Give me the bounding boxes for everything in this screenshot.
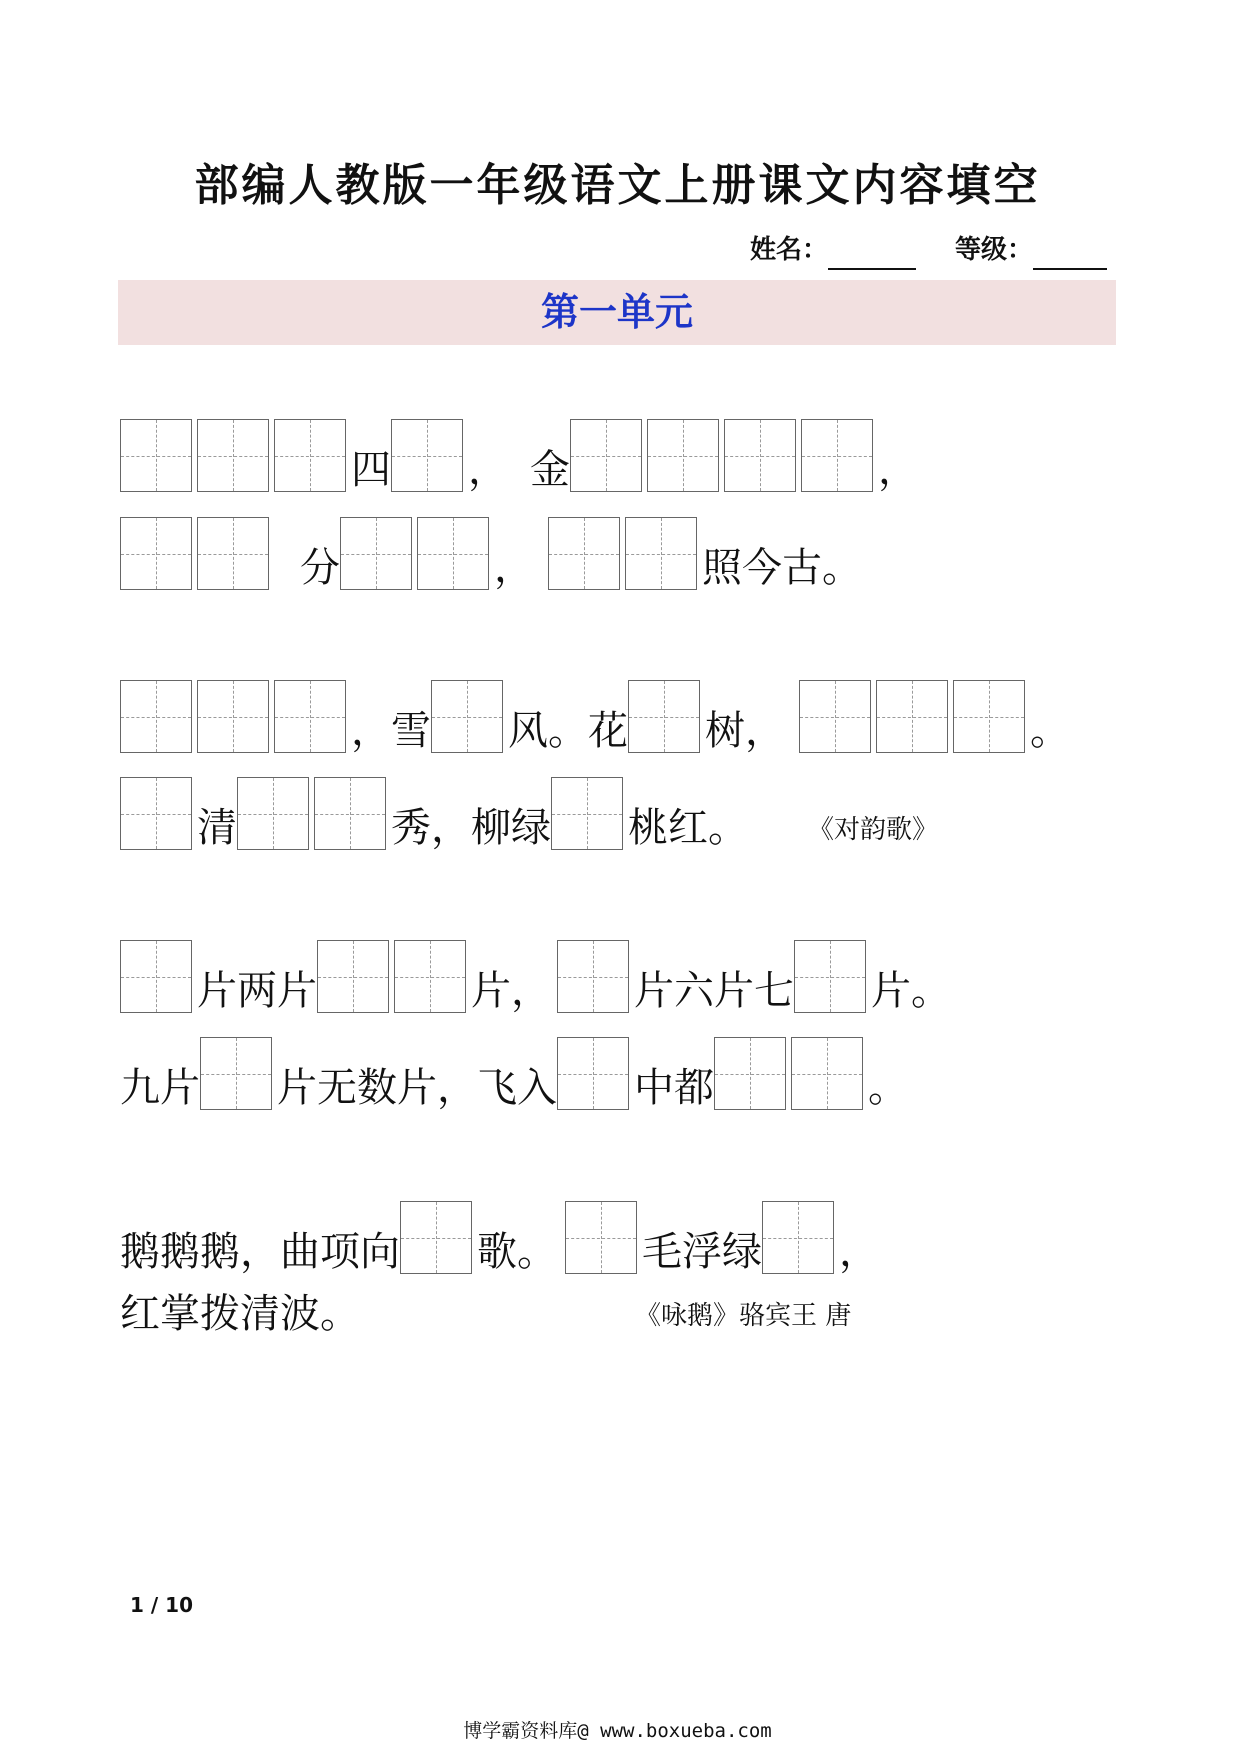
footer-watermark: 博学霸资料库@ www.boxueba.com [463, 1720, 772, 1742]
writing-box[interactable] [417, 517, 489, 590]
writing-box[interactable] [876, 680, 948, 753]
writing-box[interactable] [431, 680, 503, 753]
text: 。 [868, 1065, 908, 1111]
grade-field [955, 230, 1107, 270]
poem-source: 《咏鹅》骆宾王 唐 [635, 1301, 852, 1331]
writing-box[interactable] [274, 680, 346, 753]
writing-box[interactable] [120, 940, 192, 1013]
text: 。 [1030, 708, 1070, 754]
text: 四 [351, 447, 391, 493]
text: 毛浮绿 [642, 1229, 762, 1275]
text: ， [468, 447, 508, 493]
writing-box[interactable] [274, 419, 346, 492]
text: 树， [705, 708, 785, 754]
text: 片。 [871, 968, 951, 1014]
text: 鹅鹅鹅，曲项向 [120, 1229, 400, 1275]
writing-box[interactable] [314, 777, 386, 850]
text: 桃红。 [628, 805, 748, 851]
text: 风。花 [508, 708, 628, 754]
writing-box[interactable] [317, 940, 389, 1013]
writing-box[interactable] [714, 1037, 786, 1110]
text: 片， [471, 968, 551, 1014]
writing-box[interactable] [625, 517, 697, 590]
writing-box[interactable] [647, 419, 719, 492]
writing-box[interactable] [570, 419, 642, 492]
writing-box[interactable] [391, 419, 463, 492]
poem3-line2 [120, 1030, 908, 1110]
text: 金 [530, 447, 570, 493]
text: ，雪 [351, 708, 431, 754]
writing-box[interactable] [237, 777, 309, 850]
writing-box[interactable] [548, 517, 620, 590]
name-label: 姓名： [750, 235, 829, 265]
writing-box[interactable] [197, 517, 269, 590]
text: 九片 [120, 1065, 200, 1111]
writing-box[interactable] [120, 419, 192, 492]
writing-box[interactable] [551, 777, 623, 850]
writing-box[interactable] [120, 680, 192, 753]
writing-box[interactable] [724, 419, 796, 492]
writing-box[interactable] [794, 940, 866, 1013]
writing-box[interactable] [801, 419, 873, 492]
text: 片六片七 [634, 968, 794, 1014]
writing-box[interactable] [394, 940, 466, 1013]
text: ， [878, 447, 918, 493]
poem2-line1 [120, 673, 1070, 753]
text: 照今古。 [702, 545, 862, 591]
page-number: 1 / 10 [130, 1593, 193, 1617]
writing-box[interactable] [120, 777, 192, 850]
text: 歌。 [477, 1229, 557, 1275]
poem4-line2 [120, 1256, 851, 1336]
text: 分 [300, 545, 340, 591]
writing-box[interactable] [557, 940, 629, 1013]
page-title: 部编人教版一年级语文上册课文内容填空 [194, 160, 1041, 211]
writing-box[interactable] [953, 680, 1025, 753]
writing-box[interactable] [799, 680, 871, 753]
poem-source: 《对韵歌》 [808, 815, 939, 845]
poem2-line2 [120, 770, 938, 850]
writing-box[interactable] [120, 517, 192, 590]
name-field [750, 230, 916, 270]
text: 清 [197, 805, 237, 851]
poem1-line1 [120, 412, 918, 492]
writing-box[interactable] [197, 680, 269, 753]
writing-box[interactable] [791, 1037, 863, 1110]
poem3-line1 [120, 933, 951, 1013]
grade-label: 等级： [955, 235, 1034, 265]
name-blank[interactable] [828, 238, 916, 270]
text: 秀，柳绿 [391, 805, 551, 851]
writing-box[interactable] [340, 517, 412, 590]
writing-box[interactable] [197, 419, 269, 492]
unit-heading: 第一单元 [118, 280, 1116, 345]
writing-box[interactable] [557, 1037, 629, 1110]
text: 片无数片，飞入 [277, 1065, 557, 1111]
poem1-line2 [120, 510, 862, 590]
writing-box[interactable] [200, 1037, 272, 1110]
text: 片两片 [197, 968, 317, 1014]
text: 红掌拨清波。 [120, 1291, 360, 1337]
text: ， [494, 545, 534, 591]
text: ， [839, 1229, 879, 1275]
grade-blank[interactable] [1033, 238, 1107, 270]
writing-box[interactable] [628, 680, 700, 753]
text: 中都 [634, 1065, 714, 1111]
